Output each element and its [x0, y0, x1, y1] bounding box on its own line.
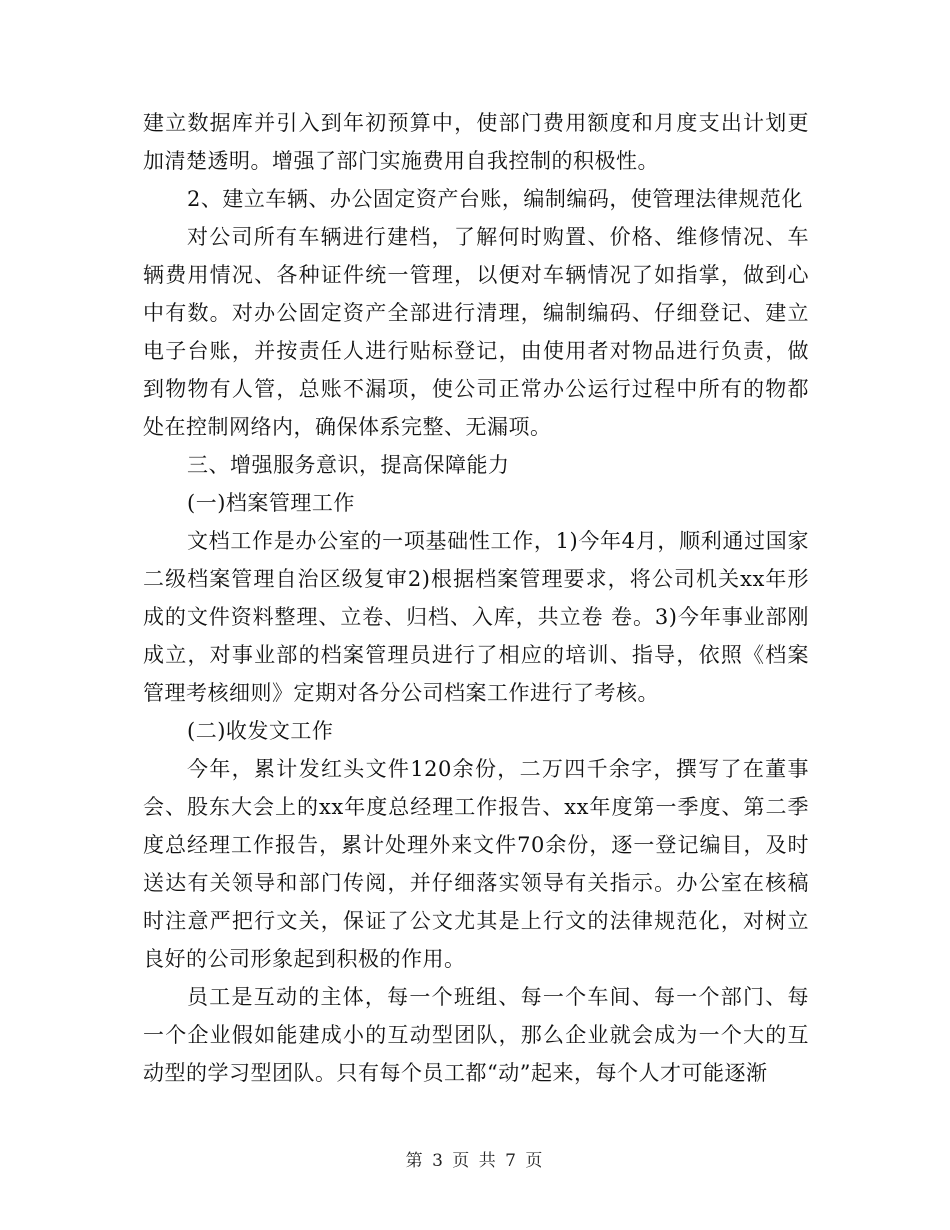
paragraph-documents: 今年，累计发红头文件120余份，二万四千余字，撰写了在董事会、股东大会上的xx年度总经理工作报告、xx年度第一季度、第二季度总经理工作报告，累计处理外来文件70余份，逐一登记编目，及时送达有关领导和部门传阅，并仔细落实领导有关指示。办公室在核稿时注意严把行文关，保证了公文尤其是上行文的法律规范化，对树立良好的公司形象起到积极的作用。	[143, 757, 809, 971]
subsection-heading-2: (二)收发文工作	[187, 719, 334, 743]
page-number: 第 3 页 共 7 页	[405, 1151, 545, 1171]
paragraph-archives: 文档工作是办公室的一项基础性工作，1)今年4月，顺利通过国家二级档案管理自治区级复审2)根据档案管理要求，将公司机关xx年形成的文件资料整理、立卷、归档、入库，共立卷 卷。3)今年事业部刚成立，对事业部的档案管理员进行了相应的培训、指导，依照《档案管理考核细则》定期对各分公司档案工作进行了考核。	[143, 529, 809, 705]
subsection-heading-1: (一)档案管理工作	[187, 491, 355, 515]
paragraph-2-heading: 2、建立车辆、办公固定资产台账，编制编码，使管理法律规范化	[187, 187, 803, 211]
document-body	[143, 104, 809, 1092]
section-heading-3: 三、增强服务意识，提高保障能力	[187, 453, 510, 477]
paragraph-employees: 员工是互动的主体，每一个班组、每一个车间、每一个部门、每一个企业假如能建成小的互动型团队，那么企业就会成为一个大的互动型的学习型团队。只有每个员工都“动”起来，每个人才可能逐渐	[143, 985, 809, 1085]
paragraph-1: 建立数据库并引入到年初预算中，使部门费用额度和月度支出计划更加清楚透明。增强了部门实施费用自我控制的积极性。	[143, 111, 809, 173]
page-footer	[0, 1146, 950, 1171]
paragraph-3: 对公司所有车辆进行建档，了解何时购置、价格、维修情况、车辆费用情况、各种证件统一管理，以便对车辆情况了如指掌，做到心中有数。对办公固定资产全部进行清理，编制编码、仔细登记、建立电子台账，并按责任人进行贴标登记，由使用者对物品进行负责，做到物物有人管，总账不漏项，使公司正常办公运行过程中所有的物都处在控制网络内，确保体系完整、无漏项。	[143, 225, 809, 439]
